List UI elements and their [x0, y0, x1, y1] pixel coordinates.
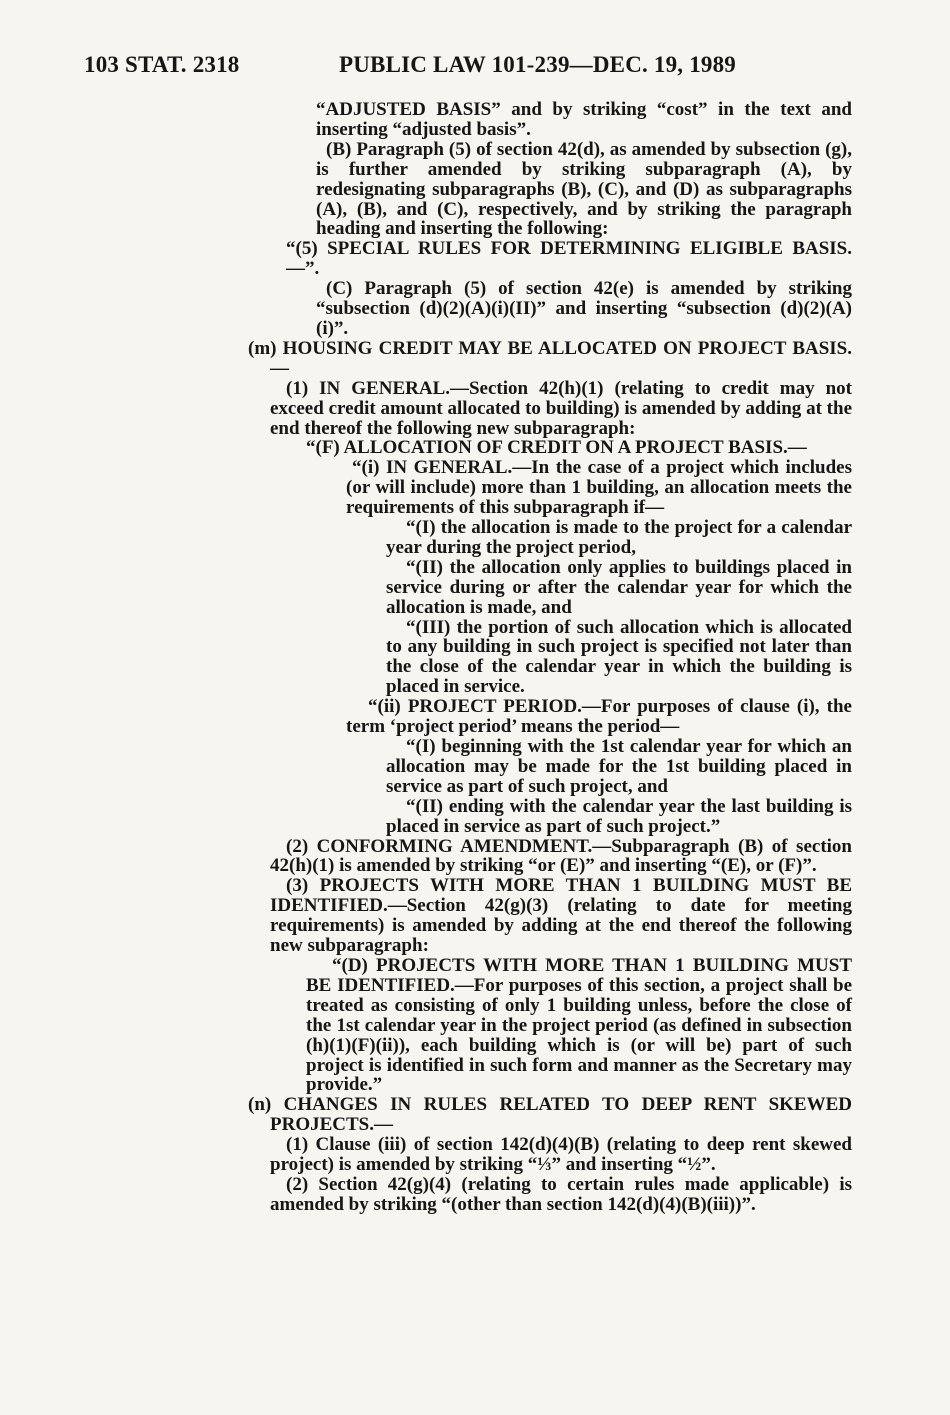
running-title: PUBLIC LAW 101-239—DEC. 19, 1989: [339, 52, 737, 77]
subclause-III: “(III) the portion of such allocation which is allocated to any building in such project is specified not later than the close of the calendar year in which the building is placed in service.: [386, 616, 852, 698]
clause-ii: “(ii) PROJECT PERIOD.—For purposes of clause (i), the term ‘project period’ means the period—: [346, 696, 852, 738]
section-n-heading: (n) CHANGES IN RULES RELATED TO DEEP RENT SKEWED PROJECTS.—: [248, 1094, 852, 1136]
paragraph-B: (B) Paragraph (5) of section 42(d), as amended by subsection (g), is further amended by striking subparagraph (A), by redesignating subparagraphs (B), (C), and (D) as subparagraphs (A), (B), and (C), respectively, and by striking the paragraph heading and inserting the following:: [316, 138, 852, 240]
stat-page-number: 103 STAT. 2318: [84, 52, 240, 77]
paragraph-adjusted-basis: “ADJUSTED BASIS” and by striking “cost” in the text and inserting “adjusted basis”.: [316, 99, 852, 140]
paragraph-n-2: (2) Section 42(g)(4) (relating to certain rules made applicable) is amended by striking “(other than section 142(d)(4)(B)(iii))”.: [270, 1173, 852, 1215]
statute-text: [248, 99, 852, 1215]
paragraph-m-2: (2) CONFORMING AMENDMENT.—Subparagraph (B) of section 42(h)(1) is amended by striking “or (E)” and inserting “(E), or (F)”.: [270, 835, 852, 877]
paragraph-m-3: (3) PROJECTS WITH MORE THAN 1 BUILDING MUST BE IDENTIFIED.—Section 42(g)(3) (relating to date for meeting requirements) is amended by adding at the end thereof the following new subparagraph:: [270, 875, 852, 957]
subparagraph-D: “(D) PROJECTS WITH MORE THAN 1 BUILDING MUST BE IDENTIFIED.—For purposes of this section, a project shall be treated as consisting of only 1 building unless, before the close of the 1st calendar year in the project period (as defined in subsection (h)(1)(F)(ii)), each building which is (or will be) part of such project is identified in such form and manner as the Secretary may provide.”: [306, 954, 852, 1096]
section-m-heading: (m) HOUSING CREDIT MAY BE ALLOCATED ON PROJECT BASIS.—: [248, 337, 852, 379]
page-header: [84, 52, 850, 82]
subclause-ii-I: “(I) beginning with the 1st calendar year for which an allocation may be made for the 1st building placed in service as part of such project, and: [386, 736, 852, 797]
paragraph-m-1: (1) IN GENERAL.—Section 42(h)(1) (relating to credit may not exceed credit amount allocated to building) is amended by adding at the end thereof the following new subparagraph:: [270, 377, 852, 439]
paragraph-C: (C) Paragraph (5) of section 42(e) is amended by striking “subsection (d)(2)(A)(i)(II)” and inserting “subsection (d)(2)(A)(i)”.: [316, 278, 852, 339]
subparagraph-F-heading: “(F) ALLOCATION OF CREDIT ON A PROJECT BASIS.—: [306, 437, 807, 459]
heading-special-rules: “(5) SPECIAL RULES FOR DETERMINING ELIGIBLE BASIS.—”.: [286, 238, 852, 280]
subclause-II: “(II) the allocation only applies to buildings placed in service during or after the calendar year for which the allocation is made, and: [386, 556, 852, 618]
clause-i: “(i) IN GENERAL.—In the case of a project which includes (or will include) more than 1 building, an allocation meets the requirements of this subparagraph if—: [346, 457, 852, 519]
paragraph-n-1: (1) Clause (iii) of section 142(d)(4)(B) (relating to deep rent skewed project) is amended by striking “⅓” and inserting “½”.: [270, 1134, 852, 1176]
subclause-I: “(I) the allocation is made to the project for a calendar year during the project period,: [386, 517, 852, 558]
subclause-ii-II: “(II) ending with the calendar year the last building is placed in service as part of such project.”: [386, 795, 852, 837]
